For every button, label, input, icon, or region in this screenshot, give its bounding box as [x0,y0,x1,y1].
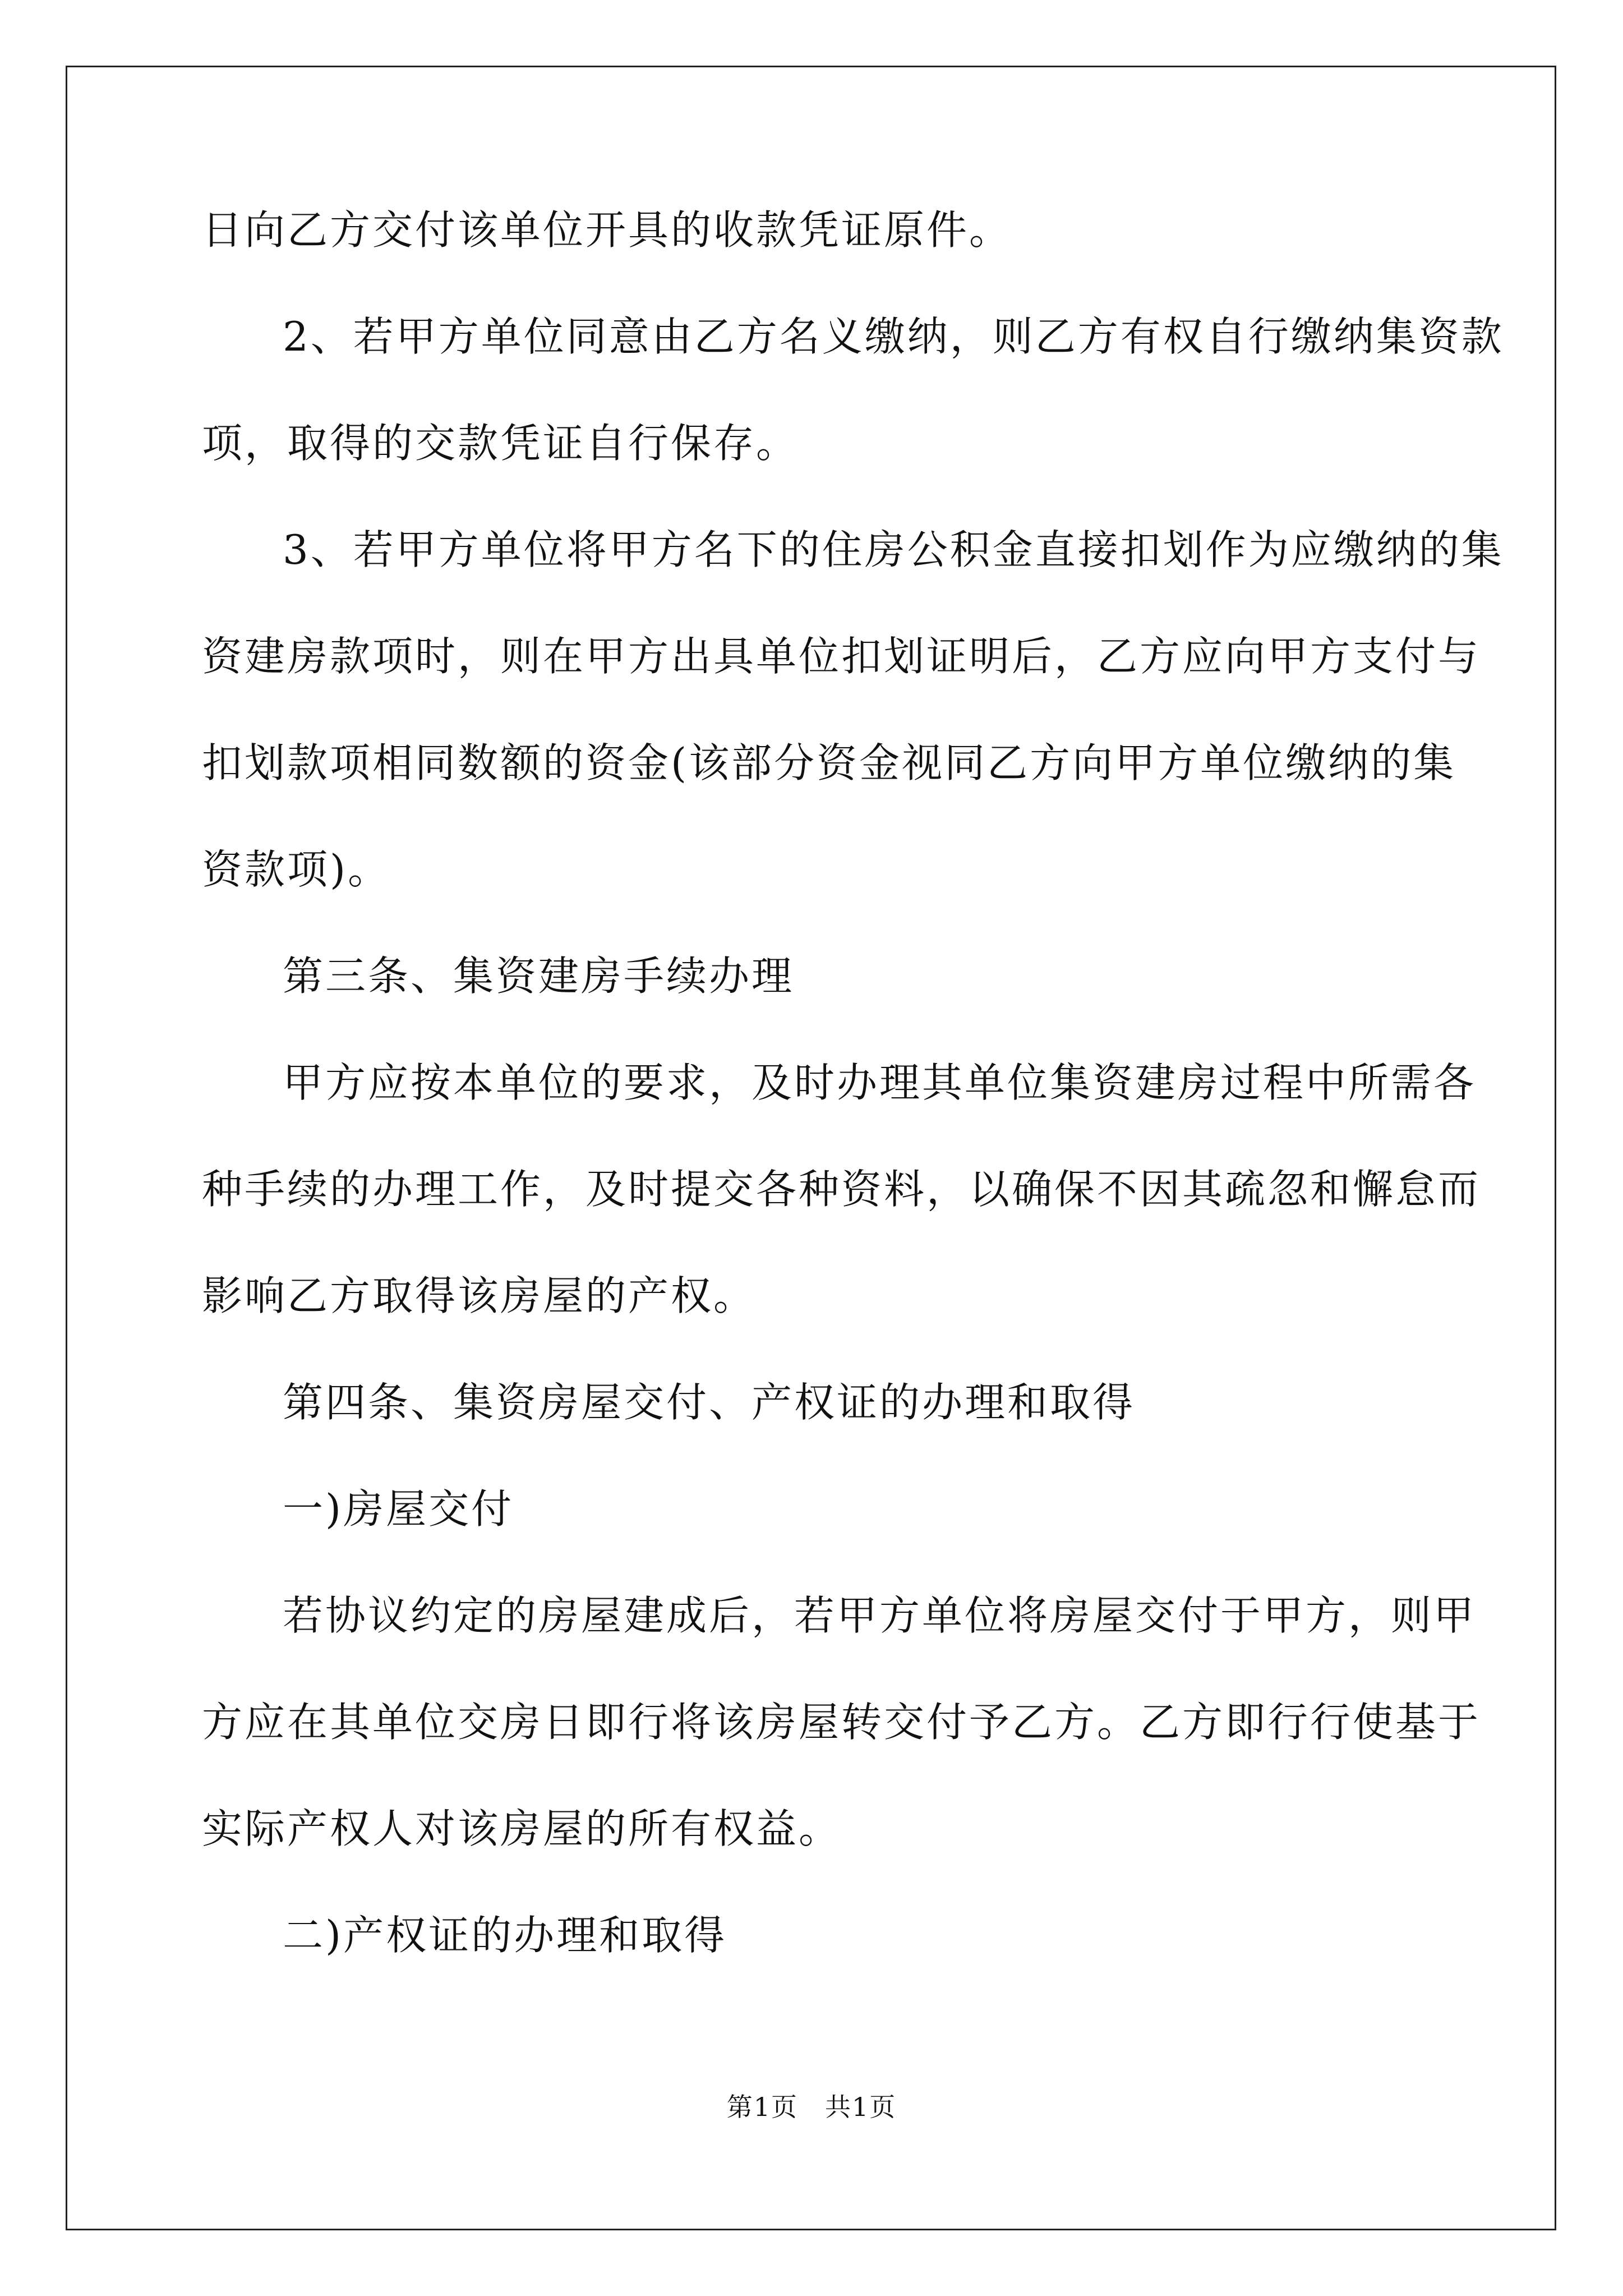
text-line: 日向乙方交付该单位开具的收款凭证原件。 [202,206,1012,254]
subsection-heading: 一)房屋交付 [283,1485,514,1533]
text-line: 甲方应按本单位的要求，及时办理其单位集资建房过程中所需各 [283,1059,1477,1106]
page-frame [66,66,1556,2230]
text-line: 2、若甲方单位同意由乙方名义缴纳，则乙方有权自行缴纳集资款 [283,313,1504,360]
text-line: 3、若甲方单位将甲方名下的住房公积金直接扣划作为应缴纳的集 [283,526,1504,573]
text-line: 种手续的办理工作，及时提交各种资料，以确保不因其疏忽和懈怠而 [202,1166,1481,1213]
text-line: 资款项)。 [202,846,391,893]
text-line: 影响乙方取得该房屋的产权。 [202,1272,757,1319]
text-line: 若协议约定的房屋建成后，若甲方单位将房屋交付于甲方，则甲 [283,1592,1477,1639]
text-line: 资建房款项时，则在甲方出具单位扣划证明后，乙方应向甲方支付与 [202,633,1481,680]
subsection-heading: 二)产权证的办理和取得 [283,1912,727,1959]
text-line: 实际产权人对该房屋的所有权益。 [202,1805,842,1852]
section-heading: 第四条、集资房屋交付、产权证的办理和取得 [283,1379,1136,1426]
text-line: 方应在其单位交房日即行将该房屋转交付予乙方。乙方即行行使基于 [202,1699,1481,1746]
text-line: 扣划款项相同数额的资金(该部分资金视同乙方向甲方单位缴纳的集 [202,739,1456,786]
page-number-footer: 第1页 共1页 [726,2092,897,2122]
section-heading: 第三条、集资建房手续办理 [283,953,795,1000]
text-line: 项，取得的交款凭证自行保存。 [202,420,799,467]
